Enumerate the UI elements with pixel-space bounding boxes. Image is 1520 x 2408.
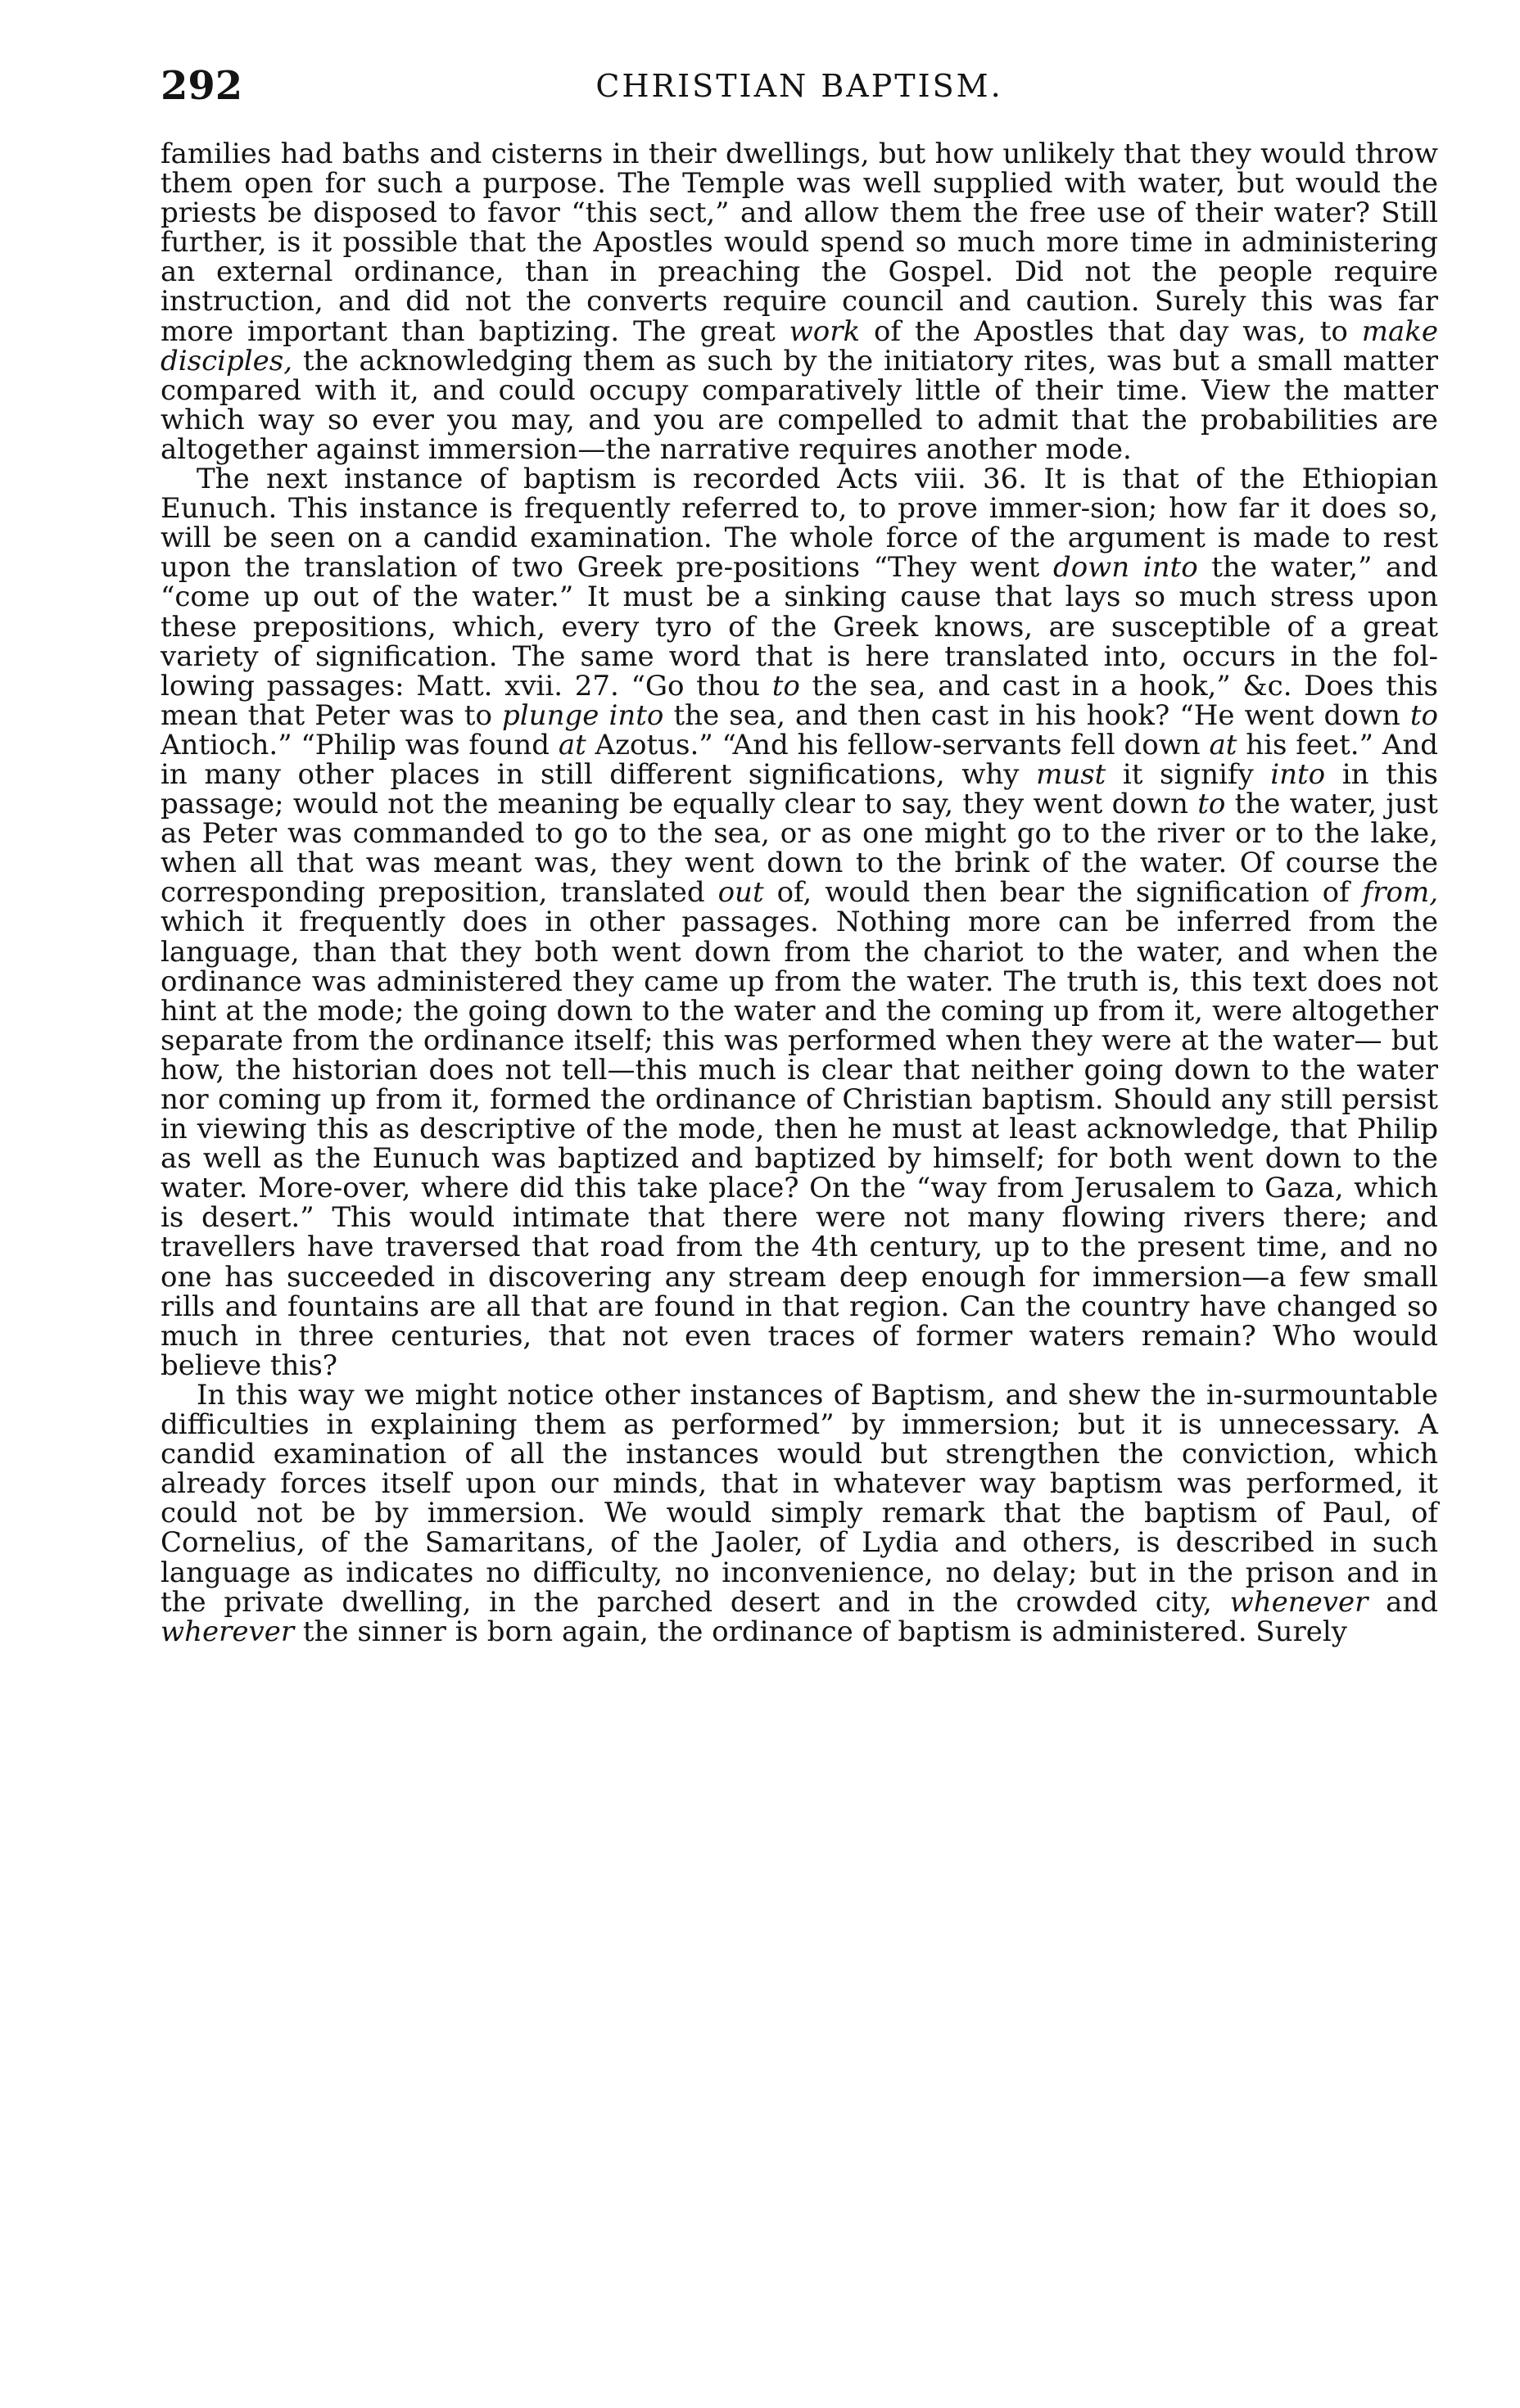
italic-text: out (717, 876, 764, 910)
text-segment: the acknowledging them as such by the initiatory rites, was but a small matter (302, 344, 1438, 377)
text-segment: the water, just as Peter (161, 788, 1438, 851)
text-segment: the sinner is born again, the ordinance of baptism is administered. Surely (302, 1615, 1347, 1648)
text-segment: even traces of former waters remain? Who would believe this? (161, 1319, 1438, 1382)
text-segment: whatever way baptism was performed, it could not be by immersion. We (161, 1467, 1438, 1530)
text-segment: and travellers have traversed that road from the 4th century, up to the present (161, 1201, 1438, 1264)
text-segment: different significations, why (609, 757, 1037, 791)
text-segment: force of the argument is made to rest upon the translation of two Greek pre- (161, 522, 1438, 585)
text-segment: with water, but would the priests be disposed to favor “this sect,” and allow (161, 167, 1439, 230)
text-segment: more can be inferred from the language, than that they both went down from (161, 906, 1438, 969)
text-segment: then he must at least acknowledge, that Philip as well as the Eunuch was (161, 1113, 1439, 1176)
text-segment: sion; how far it does so, will be seen on a candid examination. The whole (161, 492, 1439, 555)
italic-text: to (771, 669, 800, 703)
text-segment: of the Apostles that day was, to (860, 314, 1362, 348)
running-title: CHRISTIAN BAPTISM. (595, 68, 1003, 104)
text-segment: the water,” and “come up out of the water.” (161, 551, 1438, 614)
italic-text: at (558, 728, 586, 761)
text-segment: no difficulty, no inconvenience, no delay; but in the prison and in the private (161, 1556, 1438, 1619)
text-segment: dwelling, in the parched desert and in the crowded city, (342, 1585, 1230, 1619)
text-segment: would simply remark that the baptism of Paul, of Cornelius, of the Samaritans, (161, 1497, 1438, 1560)
text-segment: Azotus.” “And (586, 728, 789, 761)
text-segment: going down to the water and the coming up from it, were altogether separate (161, 994, 1438, 1057)
text-segment: It must be a sinking cause that lays so much stress upon these prepositions, (161, 581, 1439, 644)
text-segment: baptized and baptized by himself; for both went down to the water. More- (161, 1142, 1439, 1205)
text-segment: the matter which way so ever you may, and you are compelled to admit that (161, 373, 1439, 436)
italic-text: make disciples, (161, 314, 1438, 377)
italic-text: to (1409, 698, 1438, 732)
running-head (161, 57, 1438, 115)
text-segment: Ethiopian Eunuch. This instance is frequently referred to, to prove immer- (161, 463, 1438, 526)
text-segment: The next instance of baptism is recorded Acts viii. 36. It is that of the (197, 463, 1286, 496)
italic-text: whenever (1229, 1585, 1368, 1619)
italic-text: work (789, 314, 861, 348)
text-segment: baptism. Should any still persist in viewing this as descriptive of the mode, (161, 1083, 1439, 1146)
text-segment: and (1368, 1585, 1439, 1619)
italic-text: wherever (161, 1615, 295, 1648)
text-segment: signification. The same word that is here translated into, occurs in the fol- (314, 639, 1438, 673)
text-segment: In this way we might notice other instances of Baptism, and shew the in- (197, 1378, 1243, 1412)
paragraph-1 (161, 139, 1438, 464)
text-segment: over, where did this take place? On the “way from Jerusalem to Gaza, which (342, 1172, 1438, 1205)
text-segment: positions “They went (733, 551, 1053, 585)
italic-text: to (1197, 788, 1226, 821)
paragraph-2 (161, 464, 1438, 1380)
text-segment: than baptizing. The great (400, 314, 789, 348)
italic-text: must (1036, 757, 1106, 791)
text-segment: down to the water nor coming up from it, formed the ordinance of Christian (161, 1053, 1438, 1116)
text-segment: families had baths and cisterns in their dwellings, but how unlikely that they (161, 138, 1251, 170)
italic-text: at (1209, 728, 1237, 761)
text-segment: hook? “He went down (1086, 698, 1410, 732)
italic-text: down into (1052, 551, 1198, 585)
text-segment: lowing passages: Matt. xvii. 27. “Go thou (161, 669, 772, 703)
text-segment: in this passage; would not the (161, 757, 1438, 821)
text-segment: of, would then bear (763, 876, 1065, 910)
page-number: 292 (161, 63, 243, 109)
text-segment: immersion—a few small rills and fountains are all that are found in that (161, 1260, 1438, 1323)
text-segment: which it frequently does in other passages. Nothing (161, 906, 952, 939)
italic-text: plunge into (502, 698, 664, 732)
text-segment: was commanded to go to the sea, or as one might go to the river or to the (287, 817, 1360, 851)
text-segment: his feet.” And in many other places in still (161, 728, 1439, 791)
text-segment: it is unnecessary. A candid examination of all the instances would but (161, 1408, 1438, 1471)
text-segment: lake, when all that was meant was, they went down to the brink of the water. (161, 817, 1438, 880)
text-segment: the chariot to the water, and when the ordinance was administered they came (161, 935, 1439, 998)
text-segment: Antioch.” “Philip was found (161, 728, 559, 761)
text-segment: the probabilities are altogether against immersion—the narrative requires (161, 403, 1438, 466)
text-segment: the sea, and then cast in his (663, 698, 1077, 732)
text-segment: the sea, and cast in a hook,” (799, 669, 1231, 703)
text-segment: would spend so much more time in administering an external ordinance, than (161, 226, 1438, 289)
text-segment: them the free use of their water? Still further, is it possible that the Apostles (161, 197, 1438, 260)
text-segment: Of course the corresponding preposition, translated (161, 847, 1438, 910)
text-segment: of the Jaoler, of Lydia and others, is described in such language as indicates (161, 1526, 1439, 1589)
text-segment: time, and no one has succeeded in discovering any stream deep enough for (161, 1231, 1438, 1294)
text-segment: his fellow-servants fell down (797, 728, 1210, 761)
text-segment: surmountable difficulties in explaining them as performed” by immersion; but (161, 1378, 1438, 1442)
italic-text: from, (1362, 876, 1438, 910)
text-segment: meaning be equally clear to say, they went down (497, 788, 1198, 821)
text-segment: from the ordinance itself; this was performed when they were at the water— (292, 1023, 1382, 1057)
text-segment: which, every tyro of the Greek knows, are susceptible of a great variety of (161, 610, 1439, 673)
text-segment: it signify (1106, 757, 1271, 791)
text-segment: is desert.” This would intimate that there were not many flowing rivers there; (161, 1201, 1368, 1235)
body-text (161, 139, 1438, 1647)
text-segment: compared with it, and could occupy comparatively little of their time. View (161, 373, 1271, 407)
text-segment: another mode. (925, 432, 1132, 466)
text-segment: would throw them open for such a purpose. The Temple was well supplied (161, 138, 1438, 201)
text-segment: strengthen the conviction, which already forces itself upon our minds, that in (161, 1438, 1439, 1501)
text-segment: region. Can the country have changed so much in three centuries, that not (161, 1290, 1438, 1353)
italic-text: into (1270, 757, 1326, 791)
text-segment: the signification of (1077, 876, 1363, 910)
text-segment: in preaching the Gospel. Did not the people require instruction, and did not (161, 255, 1438, 319)
paragraph-3 (161, 1380, 1438, 1647)
text-segment: &c. Does this mean that Peter was to (161, 669, 1438, 732)
text-segment: but how, the historian does not tell—this much is clear that neither going (161, 1023, 1439, 1087)
text-segment: up from the water. The truth is, this text does not hint at the mode; the (161, 965, 1438, 1028)
text-segment: the converts require council and caution. Surely this was far more important (161, 285, 1439, 348)
